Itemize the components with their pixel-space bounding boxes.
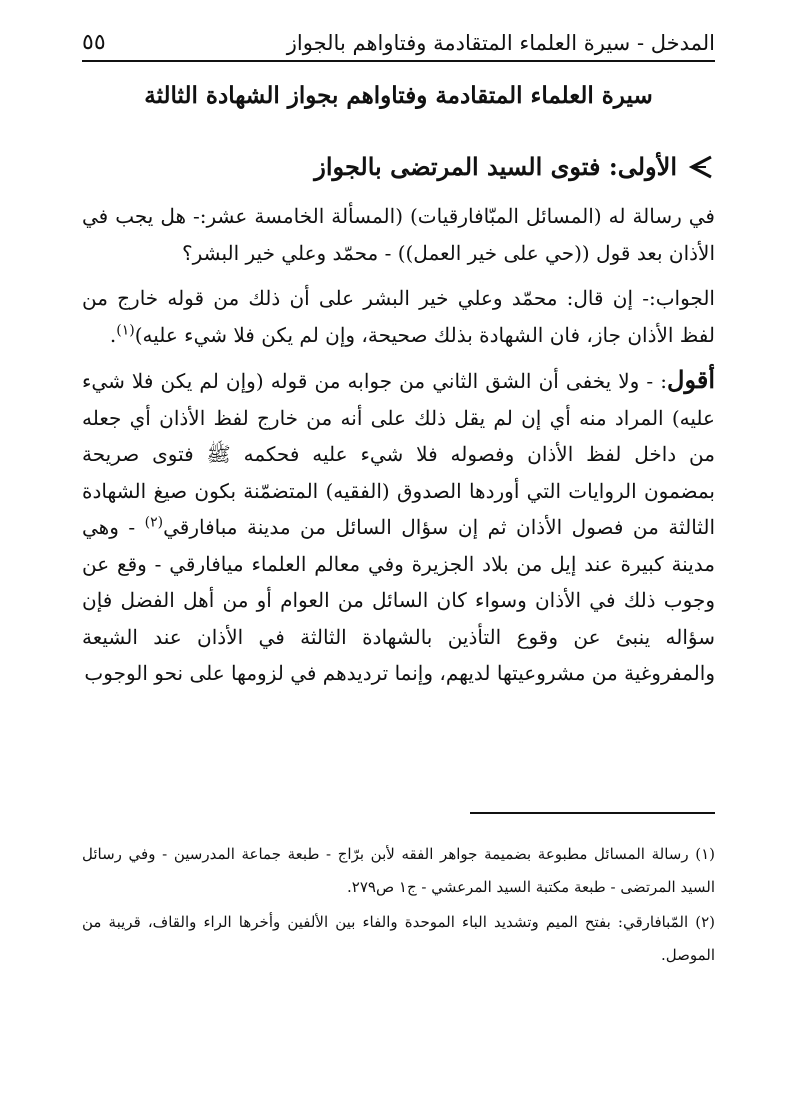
running-title: المدخل - سيرة العلماء المتقادمة وفتاواهم بالجواز — [286, 30, 715, 55]
footnote-ref-1: (١) — [116, 321, 135, 338]
running-header — [82, 22, 715, 62]
lead-word: أقول — [667, 365, 715, 394]
paragraph-answer — [82, 280, 715, 353]
page-number: ٥٥ — [82, 29, 106, 55]
body-text — [82, 198, 715, 701]
footnote-divider — [470, 812, 715, 814]
subheading — [82, 150, 715, 184]
answer-end: . — [109, 322, 117, 347]
answer-text: الجواب:- إن قال: محمّد وعلي خير البشر على أن ذلك من قوله خارج من لفظ الأذان جاز، فان الشهادة بذلك صحيحة، وإن لم يكن فلا شيء عليه) — [82, 286, 715, 347]
footnotes — [82, 838, 715, 974]
section-title: سيرة العلماء المتقادمة وفتاواهم بجواز الشهادة الثالثة — [144, 82, 653, 109]
footnote-ref-2: (٢) — [144, 514, 164, 531]
paragraph-commentary — [82, 362, 715, 692]
commentary-text-b: - وهي مدينة كبيرة عند إيل من بلاد الجزيرة وفي معالم العلماء ميافارقي - وقع عن وجوب ذلك في الأذان وسواء كان السائل من العوام أو من أهل الفضل فإن سؤاله ينبئ عن وقوع التأذين بالشهادة الثالثة في الأذان عند الشيعة والمفروغية من مشروعيتها لديهم، وإنما ترديدهم في لزومها على نحو الوجوب — [82, 515, 715, 685]
footnote-2: (٢) المّبافارقي: بفتح الميم وتشديد الباء الموحدة والفاء بين الألفين وأخرها الراء والقاف، قريبة من الموصل. — [82, 913, 715, 964]
commentary-text-a: : - ولا يخفى أن الشق الثاني من جوابه من قوله (وإن لم يكن فلا شيء عليه) المراد منه أي إن لم يقل ذلك على أنه من خارج لفظ الأذان أي جعله من داخل لفظ الأذان وفصوله فلا شيء عليه فحكمه ﷺ فتوى صريحة بمضمون الروايات التي أوردها الصدوق (الفقيه) المتضمّنة بكون صيغ الشهادة الثالثة من فصول الأذان ثم إن سؤال السائل من مدينة مبافارقي — [82, 369, 715, 539]
footnote-1: (١) رسالة المسائل مطبوعة بضميمة جواهر الفقه لأبن برّاج - طبعة جماعة المدرسين - وفي رسائل السيد المرتضى - طبعة مكتبة السيد المرعشي - ج١ ص٢٧٩. — [82, 845, 715, 896]
paragraph-question: في رسالة له (المسائل المبّافارقيات) (المسألة الخامسة عشر:- هل يجب في الأذان بعد قول ((حي على خير العمل)) - محمّد وعلي خير البشر؟ — [82, 204, 715, 265]
arrow-left-icon — [687, 154, 715, 180]
subheading-text: الأولى: فتوى السيد المرتضى بالجواز — [314, 152, 677, 181]
